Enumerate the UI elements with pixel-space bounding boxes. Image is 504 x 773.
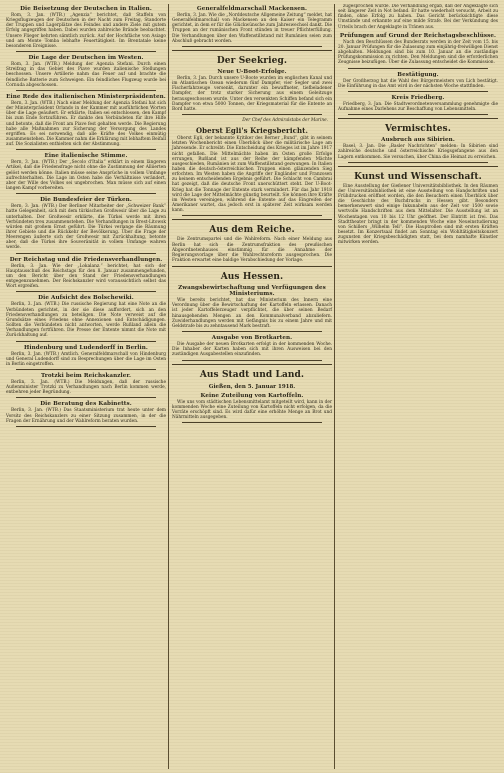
article-heading: Zwangsbewirtschaftung und Verfügungen des Ministeriums.: [178, 285, 326, 298]
article-heading: Oberst Egli's Kriegsbericht.: [195, 126, 309, 136]
article-divider: [16, 369, 156, 370]
article-body: [338, 144, 498, 159]
section-divider: [338, 166, 498, 167]
article: [338, 95, 498, 115]
section-divider: [172, 364, 332, 365]
article: [338, 72, 498, 92]
section-heading: Aus Hessen.: [220, 272, 284, 283]
article-paragraph: Rom, 3. Jan. (WTB.) Meldung der Agenzia Stefani. Durch einen Streifzug in das Gebiet des Piave wurden italienische Stellungen beschossen. Unsere Artillerie nahm das Feuer auf und brachte die feindliche Batterie zum Schweigen. Ein feindliches Flugzeug wurde bei Cornuda abgeschossen.: [6, 62, 166, 88]
article: [6, 94, 166, 150]
article-body: [6, 101, 166, 147]
article: [338, 137, 498, 162]
article-heading: Prüfungen auf Grund der Reichstagsbeschlüsse.: [339, 32, 497, 39]
section-divider: [172, 266, 332, 267]
article-body: [172, 400, 332, 421]
article-divider: [182, 215, 322, 216]
article-heading: Ausbruch aus Sibirien.: [381, 137, 455, 144]
article-paragraph: Friedberg, 3. Jan. Die Stadtverordnetenversammlung genehmigte die Aufnahme eines Darlehens zur Beschaffung von Lebensmitteln.: [338, 101, 498, 113]
column-2: [170, 4, 334, 769]
article-body: [6, 62, 166, 88]
article-paragraph: Bern, 3. Jan. (WTB.) Der „Secolo d'Italia“ erklärt in einem längeren Artikel, daß die Friedensfrage nicht ohne die Zustimmung der Alliierten gelöst werden könne. Italien müsse seine Ansprüche in vollem Umfange aufrechterhalten. Die Lage im Osten habe die Verhältnisse verändert, aber der Wille des Volkes sei ungebrochen. Man müsse sich auf einen langen Kampf vorbereiten.: [6, 160, 166, 192]
article-heading: Die Beratung des Kabinetts.: [40, 401, 132, 408]
article-divider: [348, 91, 488, 92]
article-heading: Die Beisetzung der Deutschen in Italien.: [20, 6, 152, 12]
article-paragraph: Wie bereits berichtet, hat das Ministerium des Innern eine Verordnung über die Bewirtschaftung der Kartoffeln erlassen. Danach ist jeder Kartoffelerzeuger verpflichtet, die über seinen Bedarf hinausgehenden Mengen an den Kommunalverband abzuliefern. Zuwiderhandlungen werden mit Gefängnis bis zu einem Jahre und mit Geldstrafe bis zu zehntausend Mark bestraft.: [172, 298, 332, 329]
article: [172, 364, 332, 380]
article-body: [6, 380, 166, 395]
article: [172, 266, 332, 282]
article-divider: [348, 114, 488, 115]
article: [172, 118, 332, 123]
article-divider: [16, 90, 156, 91]
article: [338, 4, 498, 30]
article: [6, 401, 166, 426]
article-paragraph: Berlin, 3. Jan. (WTB.) Amtlich. Generalfeldmarschall von Hindenburg und General Ludendorff sind zu Besprechungen über die Lage im Osten in Berlin eingetroffen.: [6, 351, 166, 367]
article: [338, 33, 498, 69]
article: [6, 295, 166, 341]
article-paragraph: Oberst Egli, der bekannte Kritiker des Berner „Bund“, gibt in seinem letzten Wochenbericht einen Überblick über die militärische Lage am Jahresende. Er schreibt: Die Entscheidung des Krieges ist im Jahre 1917 nicht gefallen. Die Mittelmächte haben im Osten große Erfolge errungen, Rußland ist aus der Reihe der kämpfenden Mächte ausgeschieden, Rumänien ist zum Waffenstillstand gezwungen. In Italien haben die deutsch-österreichischen Truppen einen glänzenden Sieg erfochten. Im Westen haben die Angriffe der Engländer und Franzosen zu keinem entscheidenden Ergebnis geführt. Die Schlacht von Cambrai hat gezeigt, daß die deutsche Front unerschüttert steht. Der U-Boot-Krieg hat die Tonnage der Entente stark vermindert. Für das Jahr 1918 wird die Lage der Mittelmächte günstig beurteilt. Sie können ihre Kräfte im Westen vereinigen, während die Entente auf das Eingreifen der Amerikaner wartet, das jedoch erst in späterer Zeit wirksam werden kann.: [172, 136, 332, 214]
article-heading: Bestätigung.: [397, 71, 439, 78]
article-paragraph: Berlin, 3. Jan. (WTB.) Das Staatsministerium trat heute unter dem Vorsitz des Reichskanzlers zu einer Sitzung zusammen, in der die Fragen der Ernährung und der Wahlreform beraten wurden.: [6, 408, 166, 424]
article-body: [172, 298, 332, 329]
article-divider: [182, 422, 322, 423]
article-paragraph: Berlin, 3. Jan. Wie die „Norddeutsche Allgemeine Zeitung“ meldet, hat Generalfeldmarschall von Mackensen an den Kaiser ein Telegramm gerichtet, in dem er für die Glückwünsche zum Jahreswechsel dankt. Die Truppen an der rumänischen Front stünden in treuer Pflichterfüllung. Die Verhandlungen über den Waffenstillstand mit Rumänien seien zum Abschluß gebracht worden.: [172, 13, 332, 44]
article-divider: [182, 331, 322, 332]
article-body: [172, 13, 332, 44]
article: [172, 384, 332, 390]
article-body: [6, 264, 166, 290]
article-body: [6, 352, 166, 367]
article: [172, 6, 332, 47]
dateline: Gießen, den 5. Januar 1918.: [208, 383, 296, 390]
article-divider: [182, 114, 322, 115]
article-heading: Eine italienische Stimme.: [44, 153, 128, 160]
article-heading: Keine Zuteilung von Kartoffeln.: [200, 392, 304, 399]
article-heading: Hindenburg und Ludendorff in Berlin.: [24, 344, 148, 351]
section-heading: Aus dem Reiche.: [209, 225, 295, 236]
article-paragraph: Berlin, 3. Jan. (WTB.) Die russische Regierung hat eine Note an die Verbündeten gerichtet, in der sie diese auffordert, sich an den Friedensverhandlungen zu beteiligen. Die Note verweist auf die Grundsätze eines Friedens ohne Annexionen und Entschädigungen. Sollten die Verbündeten nicht antworten, werde Rußland allein die Verhandlungen fortführen. Die Presse der Entente nimmt die Note mit Zurückhaltung auf.: [6, 302, 166, 339]
section-divider: [172, 219, 332, 220]
section-divider: [338, 118, 498, 119]
article-divider: [16, 149, 156, 150]
article-body: [338, 184, 498, 246]
article-heading: Die Lage der Deutschen im Westen.: [28, 55, 144, 62]
article-divider: [16, 193, 156, 194]
article-body: [172, 136, 332, 213]
article-paragraph: Die Zentrumspartei und die Wahlreform. Nach einer Meldung aus Berlin hat sich die Zentrumsfraktion des preußischen Abgeordnetenhauses einstimmig für die Annahme der Regierungsvorlage über die Wahlrechtsreform ausgesprochen. Die Fraktion erwartet eine baldige Verabschiedung der Vorlage.: [172, 237, 332, 263]
article-paragraph: Nach den Beschlüssen des Bundesrats werden in der Zeit vom 15. bis 20. Januar Prüfungen für die Zulassung zum einjährig-freiwilligen Dienst abgehalten. Meldungen sind bis zum 10. Januar an die zuständige Prüfungskommission zu richten. Den Meldungen sind die erforderlichen Zeugnisse beizufügen. Über die Zulassung entscheidet die Kommission.: [338, 39, 498, 66]
article-divider: [182, 360, 322, 361]
article-heading: Eine Rede des italienischen Ministerpräsidenten.: [6, 93, 166, 100]
article: [172, 393, 332, 424]
article-heading: Die Bundesfeier der Türken.: [40, 197, 132, 204]
article-divider: [16, 426, 156, 427]
article-divider: [16, 291, 156, 292]
article-divider: [16, 253, 156, 254]
article-paragraph: Basel, 3. Jan. Die „Basler Nachrichten“ melden: In Sibirien sind zahlreiche deutsche und österreichische Kriegsgefangene aus den Lagern entkommen. Sie versuchen, über China die Heimat zu erreichen.: [338, 144, 498, 160]
article-paragraph: Bern, 3. Jan. (WTB.) Der Berliner Mitarbeiter der „Schweizer Bank“ hatte Gelegenheit, sich mit dem türkischen Großwesir über die Lage zu unterhalten. Der Großwesir erklärte, die Türkei werde mit ihren Verbündeten treu zusammenstehen. Die Verhandlungen in Brest-Litowsk würden mit großem Ernst geführt. Die Türkei verlange die Räumung ihrer Gebiete und die Rückkehr der Bevölkerung. Über die Frage der Meerengen äußerte sich der Großwesir mit Zurückhaltung, betonte aber, daß die Türkei ihre Souveränität in vollem Umfange wahren werde.: [6, 204, 166, 251]
article-body: [6, 408, 166, 423]
article-paragraph: Die Ausgabe der neuen Brotkarten erfolgt in der kommenden Woche. Die Inhaber der Karten haben sich mit ihren Ausweisen bei den zuständigen Ausgabestellen einzufinden.: [172, 342, 332, 358]
section-heading: Aus Stadt und Land.: [199, 369, 305, 380]
article-divider: [348, 162, 488, 163]
article-paragraph: Bern, 3. Jan. (WTB.) Nach einer Meldung der Agenzia Stefani hat sich der Ministerpräsident Orlando in der Kammer mit ausführlichen Worten über die Lage geäußert. Er erklärte, Italien sei entschlossen, den Kampf bis zum Ende fortzuführen. Er dankte den Verbündeten für ihre Hilfe und betonte, daß die Front am Piave fest gehalten werde. Die Regierung habe alle Maßnahmen zur Sicherung der Versorgung des Landes ergriffen. Es sei notwendig, daß alle Kräfte des Volkes einmütig zusammenstehen. Die Kammer nahm die Erklärung mit lebhaftem Beifall auf. Die Sozialisten enthielten sich der Abstimmung.: [6, 100, 166, 148]
article-paragraph: Der Großherzog hat die Wahl des Bürgermeisters von Lich bestätigt. Die Einführung in das Amt wird in der nächsten Woche stattfinden.: [338, 78, 498, 89]
article-heading: Neue U-Boot-Erfolge.: [217, 68, 287, 75]
section-heading: Der Seekrieg.: [216, 55, 288, 66]
article-body: [338, 102, 498, 112]
section-divider: [172, 50, 332, 51]
article-body: [6, 160, 166, 191]
article-heading: Die Aufsicht des Bolschewiki.: [38, 295, 134, 302]
article-paragraph: Berlin, 3. Jan. (WTB.) Die Meldungen, daß der russische Außenminister Trotzki zu Verhandlungen nach Berlin kommen werde, entbehren jeder Begründung.: [6, 379, 166, 396]
article: [172, 50, 332, 66]
article-body: [172, 76, 332, 112]
article-paragraph: Berlin, 3. Jan. Durch unsere U-Boote wurden im englischen Kanal und im Atlantischen Ozean wiederum fünf Dampfer, vier Segler und zwei Fischerfahrzeuge versenkt, darunter ein bewaffneter, tiefbeladener Dampfer, der trotz starker Sicherung aus einem Geleitzuge herausgeschossen wurde. Unter den versenkten Schiffen befand sich ein Dampfer von etwa 5000 Tonnen, der Kriegsmaterial für die Entente an Bord hatte.: [172, 75, 332, 112]
article-divider: [182, 46, 322, 47]
section-heading: Kunst und Wissenschaft.: [354, 171, 482, 182]
article-body: [338, 40, 498, 66]
article-heading: Der Reichstag und die Friedensverhandlungen.: [9, 256, 163, 263]
article-paragraph: Berlin, 3. Jan. Wie der „Lokalanz.“ berichtet, hat sich der Hauptausschuß des Reichstags für den 8. Januar zusammengefunden, um den Bericht über den Stand der Friedensverhandlungen entgegenzunehmen. Der Reichskanzler wird voraussichtlich selbst das Wort ergreifen.: [6, 263, 166, 290]
article: [338, 166, 498, 246]
article: [6, 345, 166, 370]
article: [172, 219, 332, 263]
column-1: [4, 4, 168, 769]
article-body: [338, 79, 498, 89]
article: [172, 69, 332, 115]
article-body: [338, 4, 498, 30]
article-paragraph: Eine Ausstellung der Gießener Universitätsbibliothek. In den Räumen der Universitätsbibliothek ist eine Ausstellung von Handschriften und Frühdrucken eröffnet worden, die den Besuchern einen Überblick über die Geschichte des Buchdrucks in Hessen gibt. Besonders bemerkenswert sind einige Inkunabeln aus der Zeit vor 1500 sowie wertvolle Handschriften aus dem Mittelalter. Die Ausstellung ist an Wochentagen von 10 bis 12 Uhr geöffnet. Der Eintritt ist frei. Das Stadttheater bringt in der kommenden Woche eine Neueinstudierung von Schillers „Wilhelm Tell“. Die Hauptrollen sind mit ersten Kräften besetzt. Im Konzertsaal findet am Sonntag ein Wohltätigkeitskonzert zugunsten der Kriegsbeschädigten statt, bei dem namhafte Künstler mitwirken werden.: [338, 183, 498, 246]
article-body: [6, 302, 166, 338]
column-rule: [334, 4, 335, 769]
section-heading: Vermischtes.: [385, 124, 451, 135]
article-paragraph: zugesprochen wurde. Die Verhandlung ergab, daß der Angeklagte sich seit längerer Zeit in Not befand. Er hatte wiederholt versucht, Arbeit zu finden, ohne Erfolg zu haben. Das Gericht berücksichtigte diese Umstände und erkannte auf eine milde Strafe. Bei der Verkündung des Urteils brach der Angeklagte in Tränen aus.: [338, 4, 498, 30]
article: [338, 118, 498, 134]
article-divider: [16, 397, 156, 398]
article: [6, 373, 166, 398]
article: [172, 335, 332, 360]
article-paragraph: Rom, 3. Jan. (WTB.) „Agenzia“ berichtet, daß Staffeln von Kriegsflugzeugen der Deutschen in der Nacht zum Freitag, Standorte der Truppen und Lagerplätze des Feindes und andere Ziele mit gutem Erfolg angegriffen haben. Dabei wurden zahlreiche Brände beobachtet. Unsere Flieger kehrten sämtlich zurück. Auf der Hochfläche von Asiago und am Monte Tomba lebhafte Feuertätigkeit. Im Brentatale keine besonderen Ereignisse.: [6, 13, 166, 49]
article: [6, 257, 166, 293]
article-heading: Trotzki beim Reichskanzler.: [40, 372, 132, 379]
article-body: [172, 237, 332, 263]
article-signature: Der Chef des Admiralstabs der Marine.: [242, 118, 328, 124]
article-divider: [16, 51, 156, 52]
article: [172, 126, 332, 216]
article: [172, 285, 332, 332]
column-3: [336, 4, 500, 769]
article: [6, 153, 166, 194]
article-body: [6, 13, 166, 49]
article: [6, 197, 166, 253]
article-divider: [348, 68, 488, 69]
article: [6, 6, 166, 52]
article-paragraph: Wie uns vom städtischen Lebensmittelamt mitgeteilt wird, kann in der kommenden Woche eine Zuteilung von Kartoffeln nicht erfolgen, da die Vorräte erschöpft sind. Es wird dafür eine erhöhte Menge an Brot und Nährmitteln ausgegeben.: [172, 399, 332, 421]
article: [6, 55, 166, 91]
article-heading: Generalfeldmarschall Mackensen.: [196, 6, 308, 12]
column-rule: [168, 4, 169, 769]
article-heading: Ausgabe von Brotkarten.: [211, 335, 293, 342]
article-body: [6, 204, 166, 250]
article-body: [172, 342, 332, 357]
article-divider: [16, 341, 156, 342]
article-heading: Kreis Friedberg.: [391, 94, 445, 101]
